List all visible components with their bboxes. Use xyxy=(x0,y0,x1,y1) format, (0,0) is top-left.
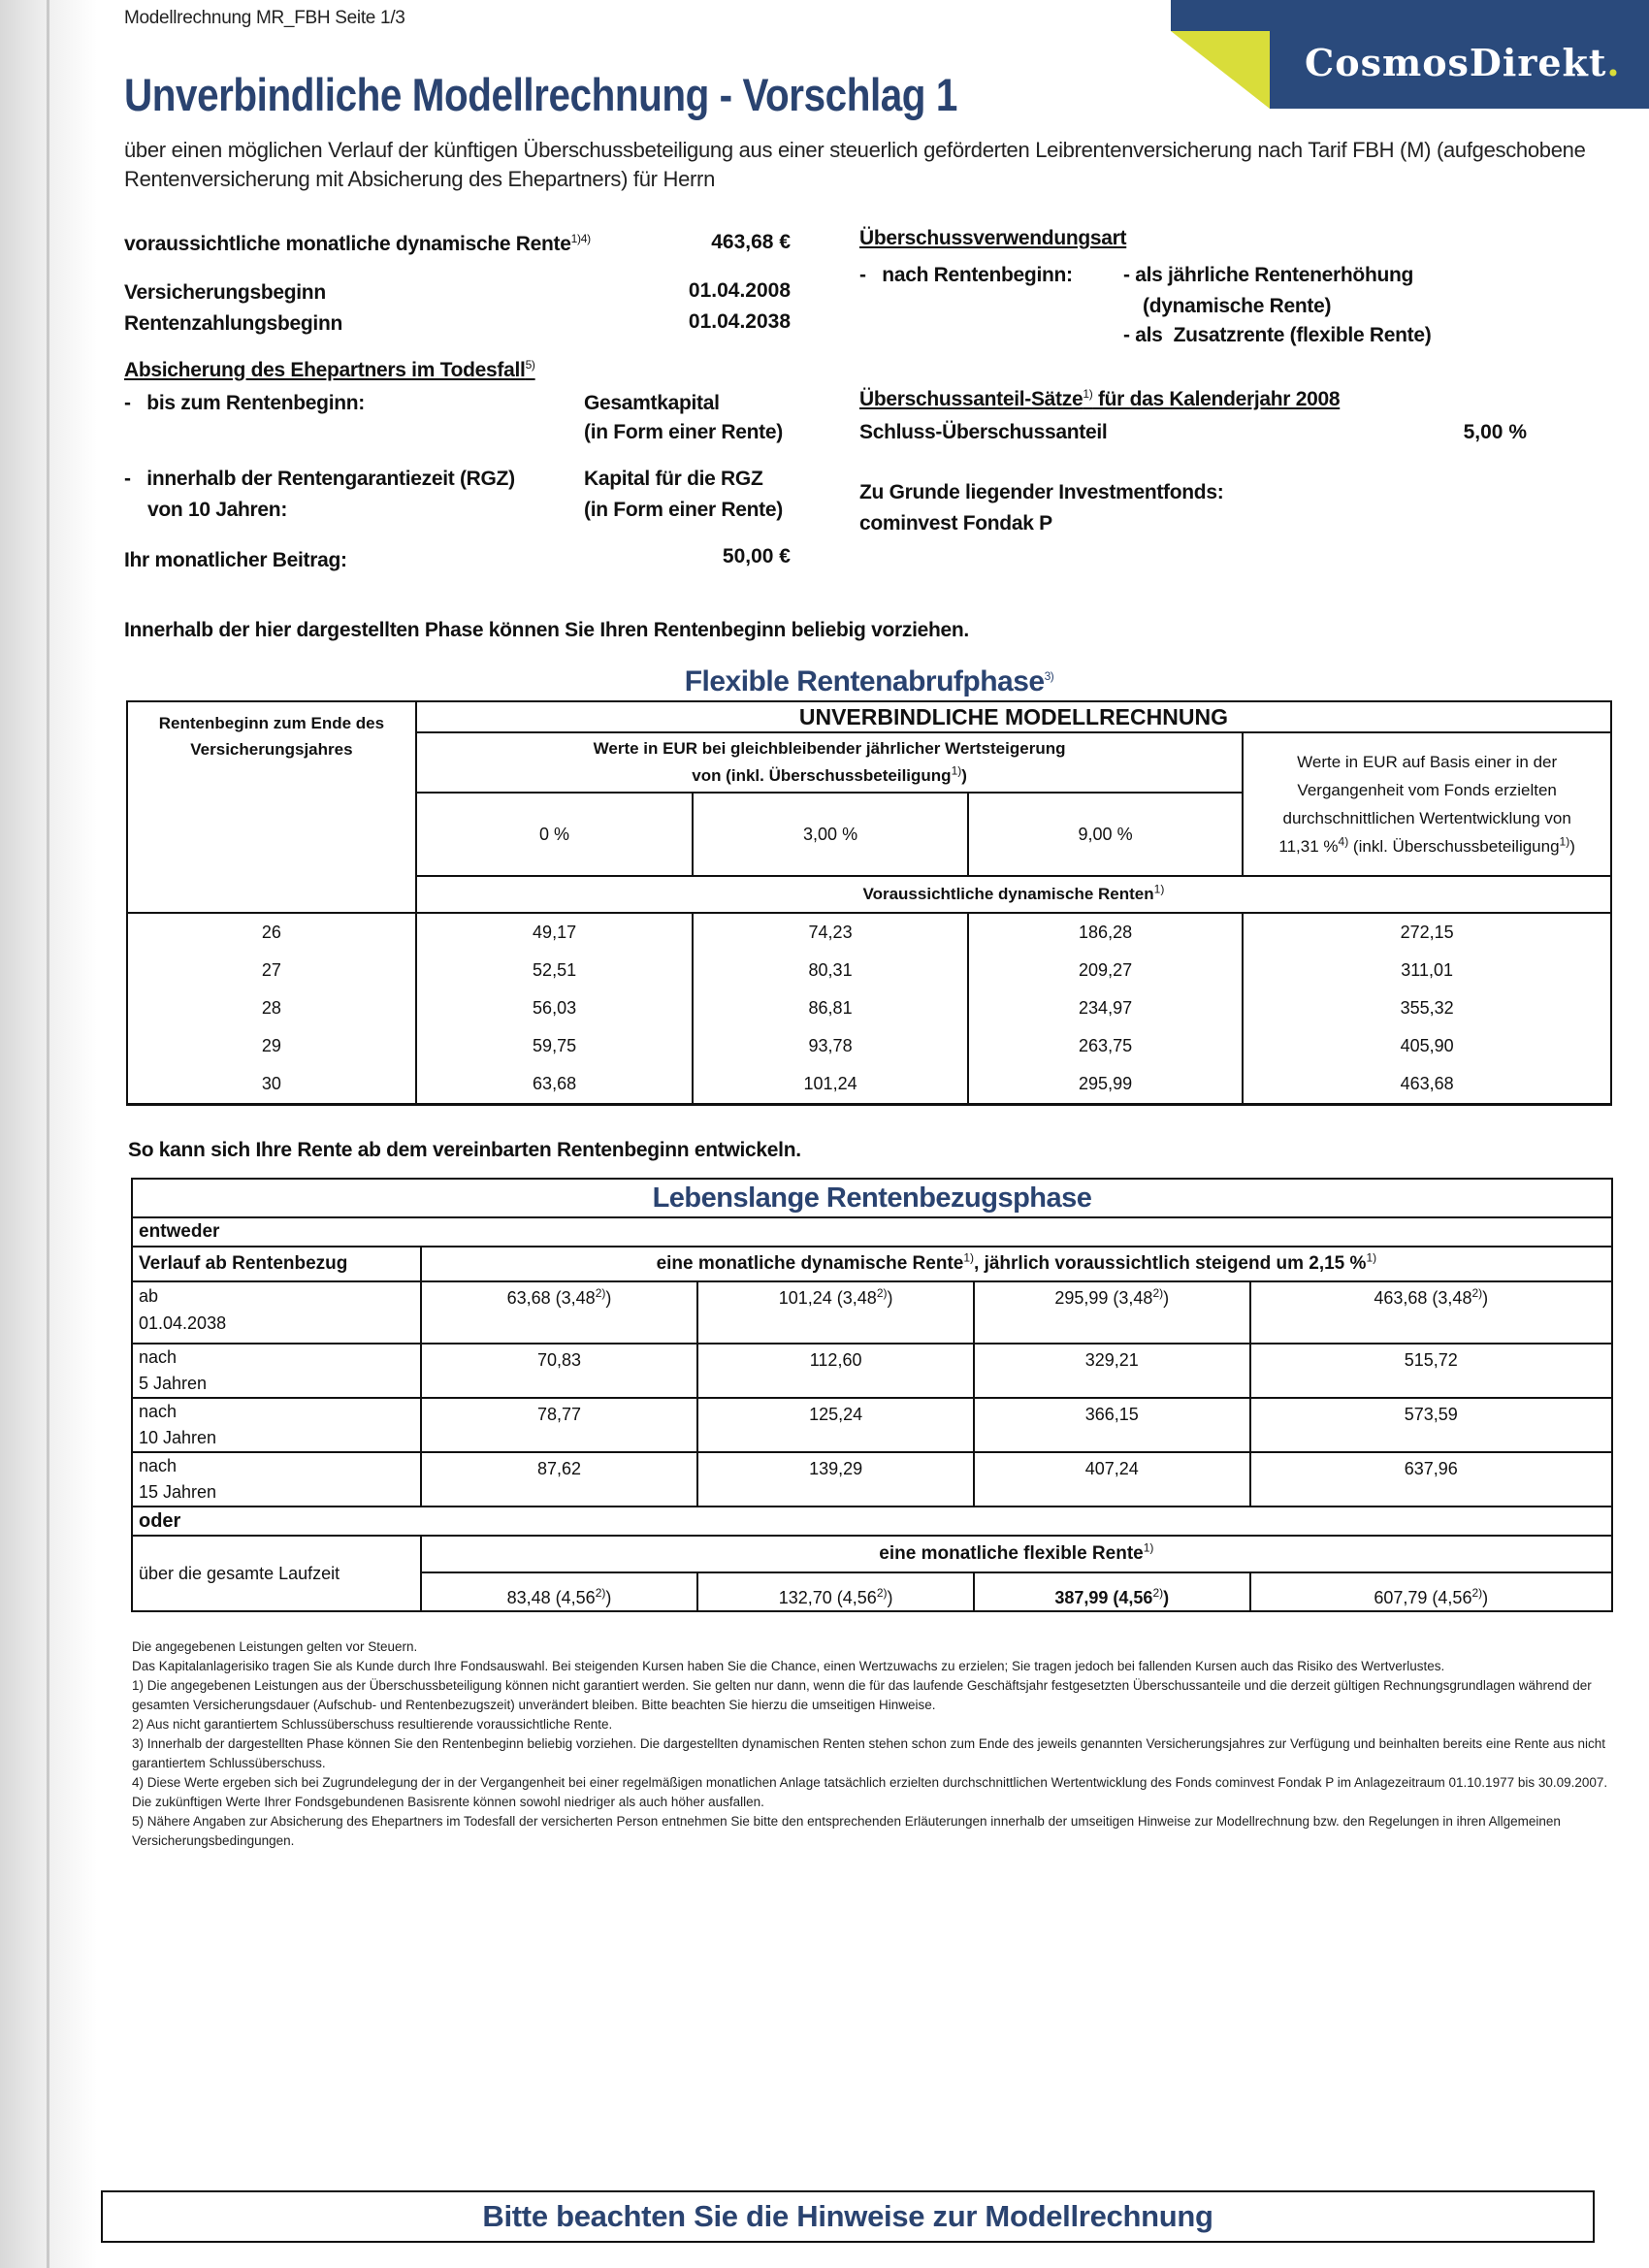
absicherung-item-2-label-2: von 10 Jahren: xyxy=(147,499,288,521)
value-cell: 49,17 xyxy=(416,913,693,952)
hist-header-text-a: Werte in EUR auf Basis einer in der Vergangenheit vom Fonds erzielten durchschnittlichen Wertentwicklung von 11,31 % xyxy=(1278,753,1571,856)
table-row xyxy=(127,1027,1611,1065)
table-row xyxy=(132,1398,1612,1452)
value-cell: 78,77 xyxy=(421,1398,698,1452)
table-row xyxy=(132,1344,1612,1398)
col-header-werte-gleichbleibend xyxy=(416,732,1243,793)
value-cell: 74,23 xyxy=(693,913,968,952)
value-cell: 515,72 xyxy=(1250,1344,1612,1398)
group-header-line-1: Werte in EUR bei gleichbleibender jährlicher Wertsteigerung xyxy=(593,739,1066,758)
row-label-1: ab xyxy=(139,1286,159,1306)
laufzeit-label: über die gesamte Laufzeit xyxy=(132,1536,421,1611)
value-cell: 56,03 xyxy=(416,989,693,1027)
page-crease xyxy=(47,0,49,2268)
value-cell: 112,60 xyxy=(697,1344,974,1398)
dyn-header-text-b: , jährlich voraussichtlich steigend um 2,15 % xyxy=(974,1253,1367,1274)
value-cell: 295,99 xyxy=(968,1065,1244,1105)
absicherung-item-2-value-1: Kapital für die RGZ xyxy=(584,468,763,490)
rate-header-3: 3,00 % xyxy=(693,793,968,876)
row-label-2: 10 Jahren xyxy=(139,1428,217,1447)
footnote-ref: 1) xyxy=(1559,834,1570,849)
row-label xyxy=(132,1344,421,1398)
value-cell: 59,75 xyxy=(416,1027,693,1065)
absicherung-heading-text: Absicherung des Ehepartners im Todesfall xyxy=(124,359,526,381)
hinweise-notice: Bitte beachten Sie die Hinweise zur Modellrechnung xyxy=(101,2190,1595,2243)
table-row xyxy=(127,1065,1611,1105)
absicherung-item-1-value-1: Gesamtkapital xyxy=(584,392,720,414)
value-cell: 186,28 xyxy=(968,913,1244,952)
scanned-page-edge xyxy=(0,0,97,2268)
row-label-2: 5 Jahren xyxy=(139,1374,208,1393)
col-header-modellrechnung: UNVERBINDLICHE MODELLRECHNUNG xyxy=(416,701,1611,732)
value-cell: 573,59 xyxy=(1250,1398,1612,1452)
footnote-ref: 1) xyxy=(1153,882,1165,896)
versicherungsbeginn-value: 01.04.2008 xyxy=(688,279,791,302)
year-cell: 29 xyxy=(127,1027,416,1065)
value-cell: 407,24 xyxy=(974,1452,1250,1507)
value: 101,24 (3,48 xyxy=(778,1288,877,1308)
saetze-heading-b: für das Kalenderjahr 2008 xyxy=(1092,388,1341,410)
value-cell: 52,51 xyxy=(416,952,693,989)
rate-header-0: 0 % xyxy=(416,793,693,876)
value-cell: 139,29 xyxy=(697,1452,974,1507)
dynamic-rente-label xyxy=(124,233,591,256)
row-label-1: nach xyxy=(139,1402,178,1421)
flex-table-title-text: Flexible Rentenabrufphase xyxy=(684,665,1045,697)
value-close: ) xyxy=(605,1588,612,1607)
logo-text xyxy=(1305,41,1621,84)
beitrag-value: 50,00 € xyxy=(722,545,791,567)
footnote-ref: 3) xyxy=(1044,669,1054,683)
footnote: 1) Die angegebenen Leistungen aus der Überschussbeteiligung können nicht garantiert werden. Sie gelten nur dann, wenn die für das laufende Geschäftsjahr festgesetzten Überschussanteile und die derzeit gültigen Rechnungsgrundlagen während der gesamten Versicherungsdauer (Aufschub- und Rentenbezugszeit) unverändert bleiben. Bitte beachten Sie hierzu die umseitigen Hinweise. xyxy=(132,1678,1592,1712)
value-cell: 93,78 xyxy=(693,1027,968,1065)
table-row xyxy=(127,952,1611,989)
value-cell xyxy=(697,1572,974,1611)
row-label-1: nach xyxy=(139,1456,178,1475)
value-cell xyxy=(421,1281,698,1344)
value-cell: 70,83 xyxy=(421,1344,698,1398)
footnote-ref: 5) xyxy=(525,358,535,372)
table-row xyxy=(132,1452,1612,1507)
table-row xyxy=(127,989,1611,1027)
value-cell: 263,75 xyxy=(968,1027,1244,1065)
development-note: So kann sich Ihre Rente ab dem vereinbarten Rentenbeginn entwickeln. xyxy=(128,1139,801,1161)
value-cell xyxy=(1250,1281,1612,1344)
value-cell: 63,68 xyxy=(416,1065,693,1105)
footnote-ref: 2) xyxy=(595,1586,606,1600)
group-header-close: ) xyxy=(961,766,967,785)
page-title: Unverbindliche Modellrechnung - Vorschlag 1 xyxy=(124,69,957,120)
beitrag-label: Ihr monatlicher Beitrag: xyxy=(124,549,347,571)
row-label-2: 15 Jahren xyxy=(139,1482,217,1502)
flex-header-text: eine monatliche flexible Rente xyxy=(879,1543,1144,1564)
year-cell: 30 xyxy=(127,1065,416,1105)
value-cell xyxy=(421,1572,698,1611)
footnote-ref: 1) xyxy=(1083,387,1093,401)
entweder-label: entweder xyxy=(132,1217,1612,1247)
value-close: ) xyxy=(887,1588,893,1607)
dynamic-rente-value: 463,68 € xyxy=(711,231,791,253)
verwendung-option-1-detail: (dynamische Rente) xyxy=(1143,295,1332,317)
absicherung-item-1-label: - bis zum Rentenbeginn: xyxy=(124,392,365,414)
value: 83,48 (4,56 xyxy=(506,1588,596,1607)
row-label xyxy=(132,1281,421,1344)
verwendung-option-1: - als jährliche Rentenerhöhung xyxy=(1123,264,1414,286)
footnote-ref: 2) xyxy=(1152,1586,1164,1600)
value-cell: 405,90 xyxy=(1243,1027,1611,1065)
value-cell xyxy=(974,1281,1250,1344)
flexible-rente-header xyxy=(421,1536,1612,1572)
footnote-ref: 1) xyxy=(1143,1540,1154,1555)
flexible-rentenabruf-table xyxy=(126,700,1612,1106)
value-cell: 125,24 xyxy=(697,1398,974,1452)
verwendung-option-2: - als Zusatzrente (flexible Rente) xyxy=(1123,324,1432,346)
footnotes xyxy=(132,1637,1616,1851)
value: 295,99 (3,48 xyxy=(1054,1288,1153,1308)
subheader-text: Voraussichtliche dynamische Renten xyxy=(862,885,1154,903)
value-cell xyxy=(1250,1572,1612,1611)
schluss-ueberschussanteil-label: Schluss-Überschussanteil xyxy=(859,421,1108,443)
absicherung-item-2-label-1: - innerhalb der Rentengarantiezeit (RGZ) xyxy=(124,468,515,490)
value-cell: 87,62 xyxy=(421,1452,698,1507)
investmentfonds-name: cominvest Fondak P xyxy=(859,512,1052,535)
value-cell xyxy=(697,1281,974,1344)
footnote-ref: 2) xyxy=(876,1286,888,1300)
row-label xyxy=(132,1452,421,1507)
value-cell: 355,32 xyxy=(1243,989,1611,1027)
col-header-historische-wertentwicklung xyxy=(1243,732,1611,876)
group-header-text: von (inkl. Überschussbeteiligung xyxy=(692,766,952,785)
value-cell: 86,81 xyxy=(693,989,968,1027)
value: 387,99 (4,56 xyxy=(1054,1588,1153,1607)
absicherung-item-1-value-2: (in Form einer Rente) xyxy=(584,421,783,443)
value-cell: 311,01 xyxy=(1243,952,1611,989)
ueberschussanteil-saetze-heading xyxy=(859,388,1340,411)
logo-name: CosmosDirekt xyxy=(1305,41,1607,84)
nach-rentenbeginn-label: - nach Rentenbeginn: xyxy=(859,264,1073,286)
value-close: ) xyxy=(1163,1288,1170,1308)
value: 463,68 (3,48 xyxy=(1374,1288,1472,1308)
value-cell: 101,24 xyxy=(693,1065,968,1105)
value-close: ) xyxy=(1163,1588,1170,1607)
value-cell: 209,27 xyxy=(968,952,1244,989)
value-cell: 366,15 xyxy=(974,1398,1250,1452)
rentenzahlungsbeginn-value: 01.04.2038 xyxy=(688,310,791,333)
footnote: Das Kapitalanlagerisiko tragen Sie als Kunde durch Ihre Fondsauswahl. Bei steigenden Kursen haben Sie die Chance, einen Wertzuwachs zu erzielen; Sie tragen jedoch bei fallenden Kursen auch das Risiko des Wertverlustes. xyxy=(132,1659,1445,1673)
verwendungsart-heading: Überschussverwendungsart xyxy=(859,227,1127,249)
year-cell: 27 xyxy=(127,952,416,989)
flex-table-title xyxy=(126,665,1612,698)
logo-dot-icon: . xyxy=(1606,41,1621,84)
hist-header-close: ) xyxy=(1569,837,1575,856)
saetze-heading-a: Überschussanteil-Sätze xyxy=(859,388,1083,410)
table-row xyxy=(127,913,1611,952)
investmentfonds-label: Zu Grunde liegender Investmentfonds: xyxy=(859,481,1224,503)
row-label-1: nach xyxy=(139,1347,178,1367)
value-close: ) xyxy=(605,1288,612,1308)
value: 63,68 (3,48 xyxy=(506,1288,596,1308)
value-cell-highlighted xyxy=(974,1572,1250,1611)
value-cell: 234,97 xyxy=(968,989,1244,1027)
value-cell: 80,31 xyxy=(693,952,968,989)
footnote: 3) Innerhalb der dargestellten Phase können Sie den Rentenbeginn beliebig vorziehen. Die dargestellten dynamischen Renten stehen schon zum Ende des jeweils genannten Versicherungsjahres zur Verfügung und beinhalten bereits eine Rente aus nicht garantiertem Schlussüberschuss. xyxy=(132,1736,1606,1770)
value-cell: 329,21 xyxy=(974,1344,1250,1398)
verlauf-label: Verlauf ab Rentenbezug xyxy=(132,1247,421,1281)
value: 132,70 (4,56 xyxy=(778,1588,877,1607)
footnote-ref: 2) xyxy=(1152,1286,1164,1300)
dynamic-rente-header xyxy=(421,1247,1612,1281)
table-row xyxy=(132,1281,1612,1344)
footnote: Die angegebenen Leistungen gelten vor Steuern. xyxy=(132,1639,418,1654)
versicherungsbeginn-label: Versicherungsbeginn xyxy=(124,281,326,304)
rentenzahlungsbeginn-label: Rentenzahlungsbeginn xyxy=(124,312,343,335)
col-header-rentenbeginn: Rentenbeginn zum Ende des Versicherungsjahres xyxy=(127,701,416,913)
hist-header-text-b: (inkl. Überschussbeteiligung xyxy=(1348,837,1560,856)
lebenslange-rentenbezug-table xyxy=(131,1178,1613,1612)
footnote-ref: 1) xyxy=(1366,1250,1377,1265)
schluss-ueberschussanteil-value: 5,00 % xyxy=(1463,421,1527,443)
footnote: 2) Aus nicht garantiertem Schlussüberschuss resultierende voraussichtliche Rente. xyxy=(132,1717,613,1732)
absicherung-item-2-value-2: (in Form einer Rente) xyxy=(584,499,783,521)
page-reference: Modellrechnung MR_FBH Seite 1/3 xyxy=(124,8,405,28)
oder-label: oder xyxy=(132,1507,1612,1536)
value: 607,79 (4,56 xyxy=(1374,1588,1472,1607)
footnote-ref: 1) xyxy=(963,1250,975,1265)
value-close: ) xyxy=(1482,1288,1489,1308)
life-table-title-cell xyxy=(132,1179,1612,1217)
footnote: 4) Diese Werte ergeben sich bei Zugrundelegung der in der Vergangenheit bei einer regelmäßigen monatlichen Anlage tatsächlich erzielten durchschnittlichen Wertentwicklung des Fonds cominvest Fondak P im Anlagezeitraum 01.10.1977 bis 30.09.2007. Die zukünftigen Werte Ihrer Fondsgebundenen Basisrente können sowohl niedriger als auch höher ausfallen. xyxy=(132,1775,1608,1809)
value-close: ) xyxy=(1482,1588,1489,1607)
value-cell: 272,15 xyxy=(1243,913,1611,952)
footnote-ref: 1)4) xyxy=(570,232,591,245)
value-cell: 463,68 xyxy=(1243,1065,1611,1105)
value-cell: 637,96 xyxy=(1250,1452,1612,1507)
subheader-dynamische-renten xyxy=(416,876,1611,913)
footnote: 5) Nähere Angaben zur Absicherung des Ehepartners im Todesfall der versicherten Person entnehmen Sie bitte den entsprechenden Erläuterungen innerhalb der umseitigen Hinweise zur Modellrechnung bzw. den Regelungen in ihren Allgemeinen Versicherungsbedingungen. xyxy=(132,1814,1561,1848)
footnote-ref: 4) xyxy=(1338,834,1349,849)
row-label-2: 01.04.2038 xyxy=(139,1313,227,1333)
rate-header-9: 9,00 % xyxy=(968,793,1244,876)
intro-text: über einen möglichen Verlauf der künftigen Überschussbeteiligung aus einer steuerlich geförderten Leibrentenversicherung nach Tarif FBH (M) (aufgeschobene Rentenversicherung mit Absicherung des Ehepartners) für Herrn xyxy=(124,138,1586,191)
phase-note: Innerhalb der hier dargestellten Phase können Sie Ihren Rentenbeginn beliebig vorziehen. xyxy=(124,619,969,641)
footnote-ref: 1) xyxy=(951,763,962,778)
footnote-ref: 2) xyxy=(1471,1586,1483,1600)
group-header-line-2 xyxy=(417,762,1242,790)
row-label xyxy=(132,1398,421,1452)
absicherung-heading xyxy=(124,359,535,382)
value-close: ) xyxy=(887,1288,893,1308)
footnote-ref: 2) xyxy=(1471,1286,1483,1300)
year-cell: 28 xyxy=(127,989,416,1027)
dynamic-rente-label-text: voraussichtliche monatliche dynamische Rente xyxy=(124,233,571,255)
footnote-ref: 2) xyxy=(595,1286,606,1300)
year-cell: 26 xyxy=(127,913,416,952)
dyn-header-text-a: eine monatliche dynamische Rente xyxy=(656,1253,964,1274)
footnote-ref: 2) xyxy=(876,1586,888,1600)
cosmosdirekt-logo xyxy=(1171,0,1649,109)
life-table-title: Lebenslange Rentenbezugsphase xyxy=(652,1182,1092,1214)
